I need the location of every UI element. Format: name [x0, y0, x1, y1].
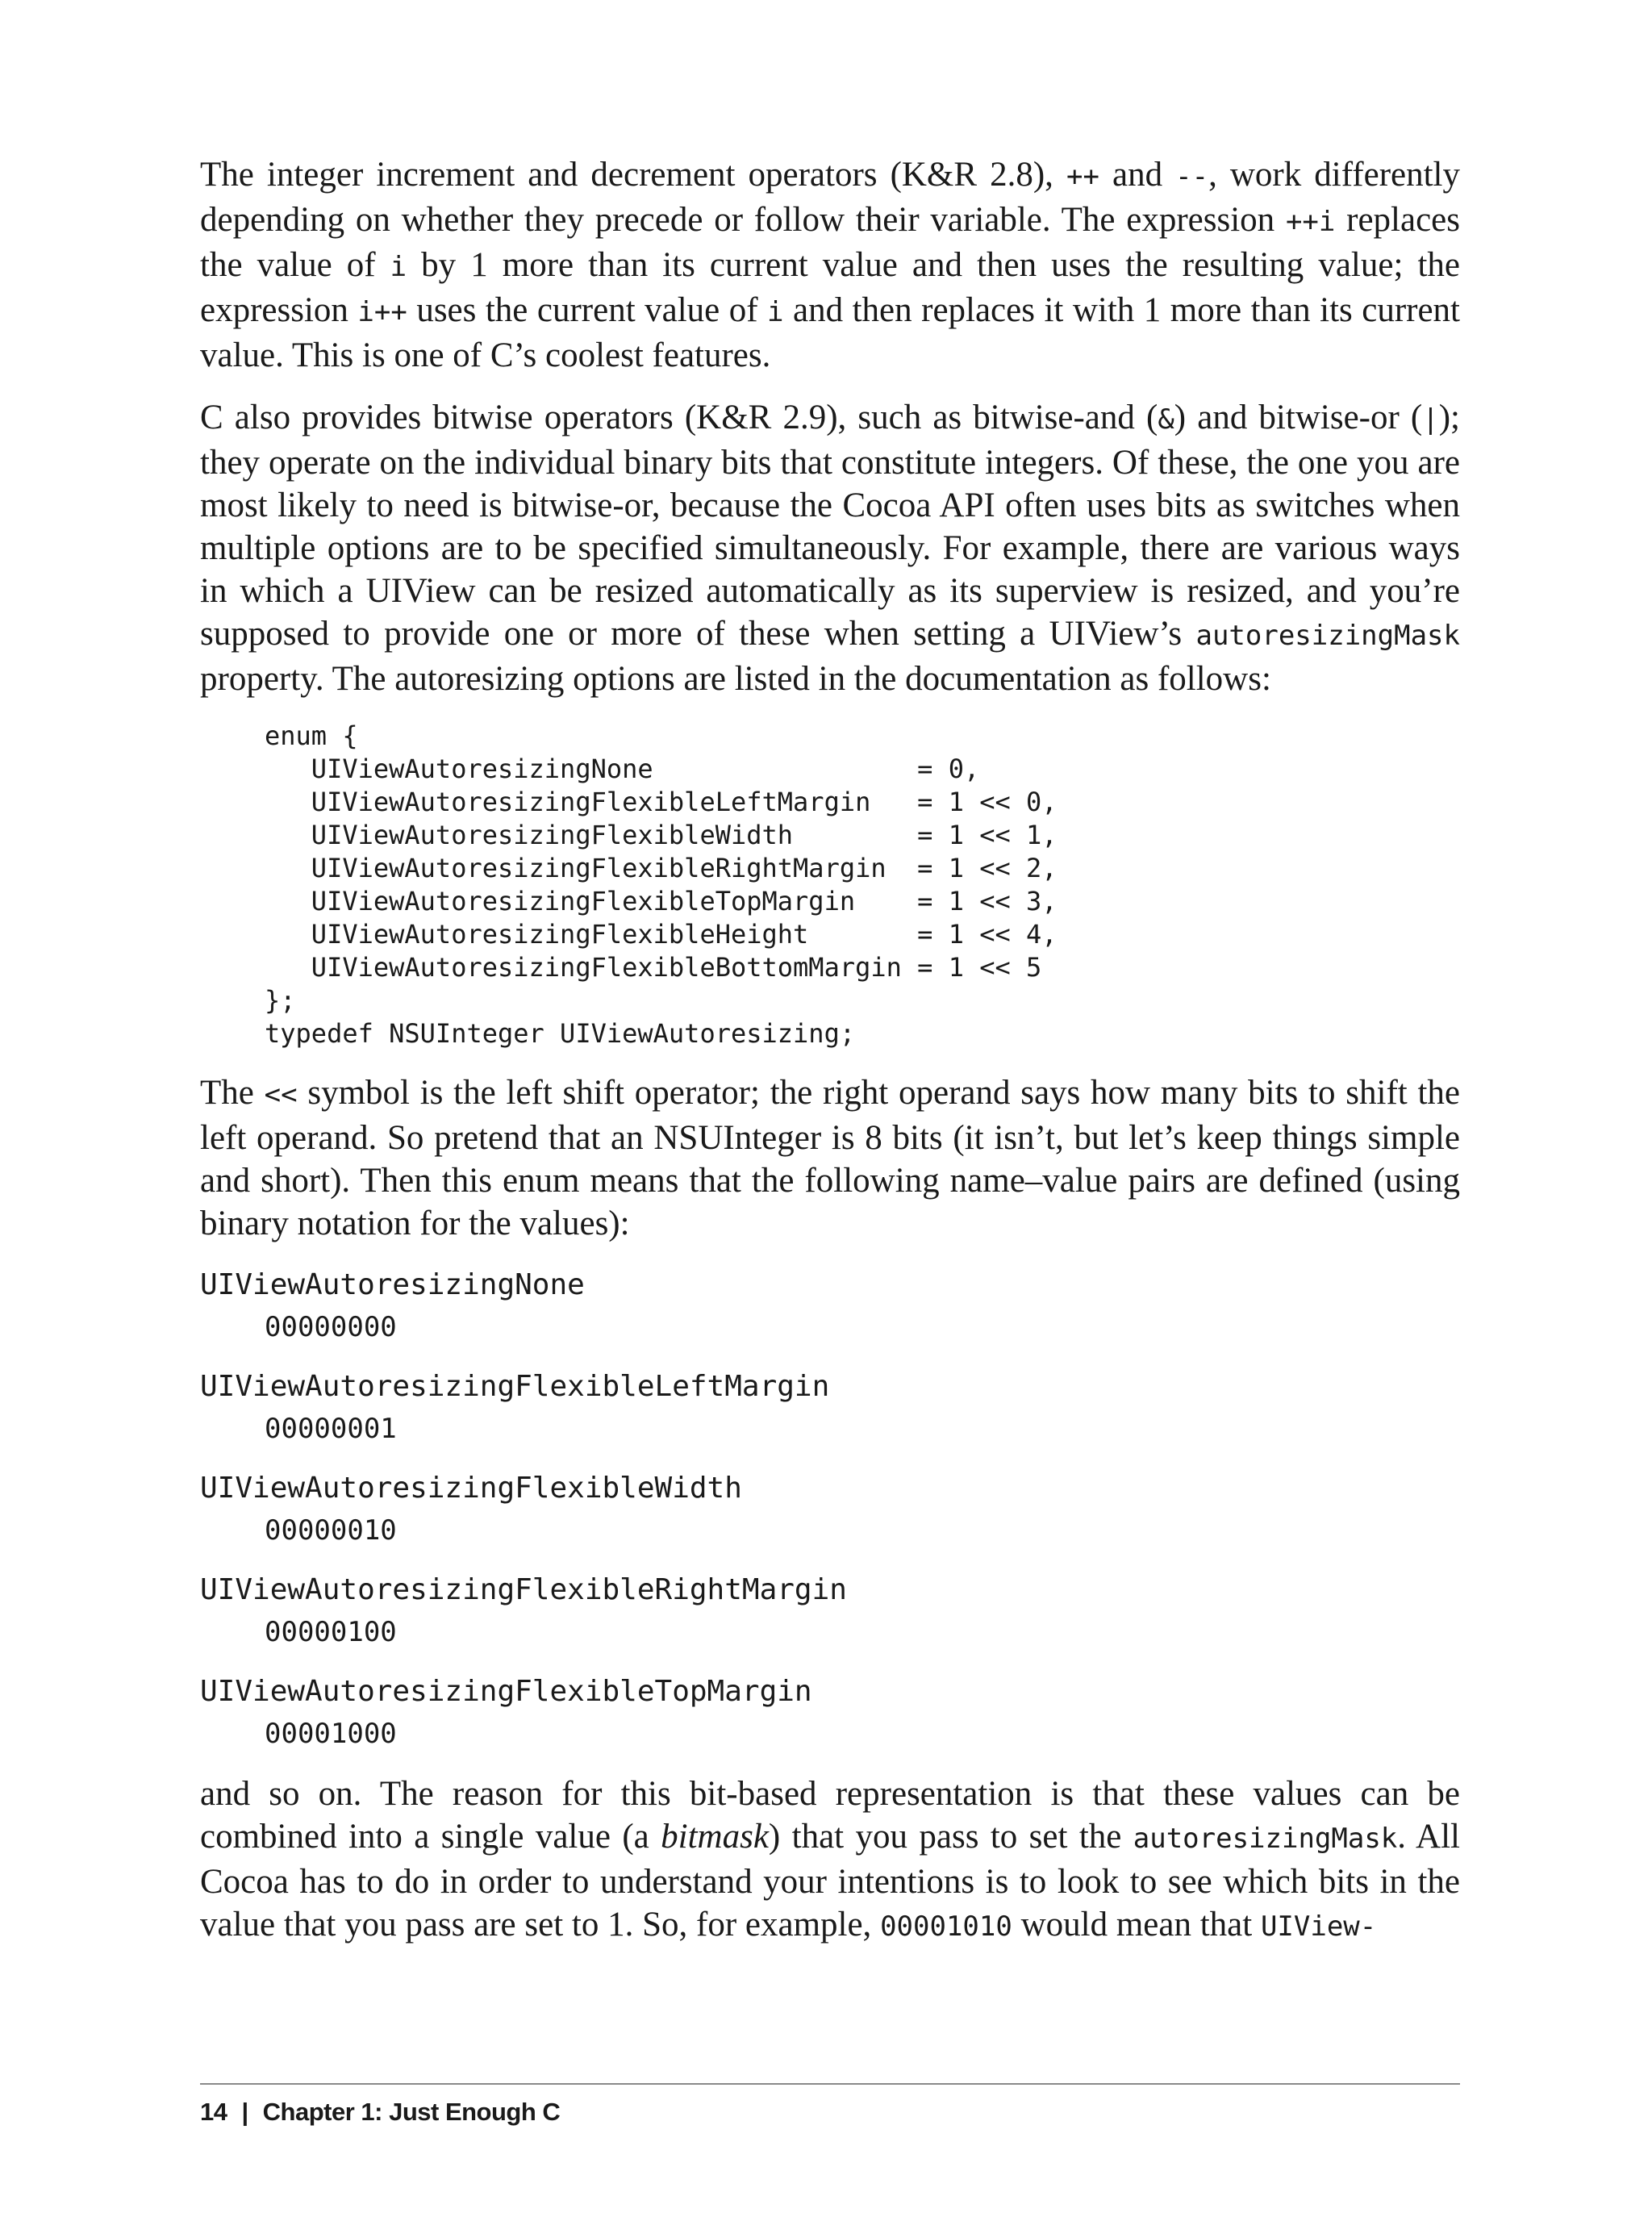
text: . All Cocoa has to do in order to understand your intentions is to look to see which bits in the value that you pass are set to 1. So, for example, — [200, 1818, 1460, 1944]
inline-code: 00001010 — [880, 1910, 1012, 1943]
list-item — [200, 1569, 1460, 1653]
inline-code: i — [390, 251, 407, 283]
pair-value: 00000100 — [265, 1616, 397, 1648]
list-item — [200, 1366, 1460, 1450]
paragraph-left-shift — [200, 1071, 1460, 1245]
text: The integer increment and decrement operators (K&R 2.8), — [200, 156, 1066, 194]
inline-code: UIView- — [1260, 1910, 1377, 1943]
inline-code: ++i — [1285, 206, 1336, 238]
text: and so on. The reason for this bit-based representation is that these values can be combined into a single value (a — [200, 1775, 1460, 1856]
chapter-title: Chapter 1: Just Enough C — [262, 2098, 561, 2126]
emphasis: bitmask — [661, 1818, 769, 1856]
inline-code: ++ — [1066, 161, 1099, 193]
pair-value: 00000001 — [265, 1413, 397, 1445]
list-item — [200, 1468, 1460, 1551]
pair-name: UIViewAutoresizingFlexibleRightMargin — [200, 1573, 847, 1606]
inline-code: | — [1422, 403, 1439, 436]
inline-code: i — [767, 296, 784, 328]
text: uses the current value of — [407, 291, 768, 329]
text: The — [200, 1074, 265, 1112]
pair-name: UIViewAutoresizingNone — [200, 1268, 585, 1301]
inline-code: autoresizingMask — [1133, 1823, 1398, 1855]
page-number: 14 — [200, 2098, 227, 2126]
paragraph-increment-operators — [200, 153, 1460, 377]
text: by 1 more than its current value and then uses the resulting value; the expression — [200, 246, 1460, 329]
footer-divider — [200, 2083, 1460, 2085]
page-footer — [200, 2098, 560, 2127]
name-value-list — [200, 1264, 1460, 1755]
text: and — [1099, 156, 1176, 194]
text: replaces the value of — [200, 201, 1460, 284]
list-item — [200, 1264, 1460, 1348]
text: property. The autoresizing options are listed in the documentation as follows: — [200, 660, 1271, 698]
text: ); they operate on the individual binary bits that constitute integers. Of these, the one you are most likely to need is bitwise-or, because the Cocoa API often uses bits as switches when multiple options are to be specified simultaneously. For example, there are various ways in which a UIView can be resized automatically as its superview is resized, and you’re supposed to provide one or more of these when setting a UIView’s — [200, 399, 1460, 653]
page-content — [200, 153, 1460, 1968]
pair-value: 00001000 — [265, 1718, 397, 1750]
inline-code: autoresizingMask — [1195, 620, 1460, 652]
inline-code: & — [1158, 403, 1174, 436]
inline-code: << — [264, 1079, 298, 1111]
text: ) that you pass to set the — [768, 1818, 1133, 1856]
text: and then replaces it with 1 more than its current value. This is one of C’s coolest features. — [200, 291, 1460, 374]
pair-value: 00000010 — [265, 1514, 397, 1547]
paragraph-bitmask — [200, 1772, 1460, 1948]
inline-code: i++ — [357, 296, 407, 328]
footer-separator: | — [241, 2098, 248, 2126]
pair-name: UIViewAutoresizingFlexibleWidth — [200, 1472, 742, 1505]
pair-value: 00000000 — [265, 1311, 397, 1343]
code-block-enum: enum { UIViewAutoresizingNone = 0, UIViewAutoresizingFlexibleLeftMargin = 1 << 0, UIViewAutoresizingFlexibleWidth = 1 << 1, UIViewAutoresizingFlexibleRightMargin = 1 << 2, UIViewAutoresizingFlexibleTopMargin = 1 << 3, UIViewAutoresizingFlexibleHeight = 1 << 4, UIViewAutoresizingFlexibleBottomMargin = 1 << 5 }; typedef NSUInteger UIViewAutoresizing; — [265, 720, 1058, 1049]
text: ) and bitwise-or ( — [1174, 399, 1423, 436]
text: would mean that — [1012, 1906, 1261, 1944]
pair-name: UIViewAutoresizingFlexibleTopMargin — [200, 1675, 812, 1708]
inline-code: -- — [1175, 161, 1209, 193]
text: , work differently depending on whether they precede or follow their variable. The expression — [200, 156, 1460, 239]
text: symbol is the left shift operator; the right operand says how many bits to shift the left operand. So pretend that an NSUInteger is 8 bits (it isn’t, but let’s keep things simple and short). Then this enum means that the following name–value pairs are defined (using binary notation for the values): — [200, 1074, 1460, 1242]
paragraph-bitwise-operators — [200, 396, 1460, 700]
text: C also provides bitwise operators (K&R 2.9), such as bitwise-and ( — [200, 399, 1158, 436]
pair-name: UIViewAutoresizingFlexibleLeftMargin — [200, 1370, 830, 1403]
list-item — [200, 1671, 1460, 1755]
